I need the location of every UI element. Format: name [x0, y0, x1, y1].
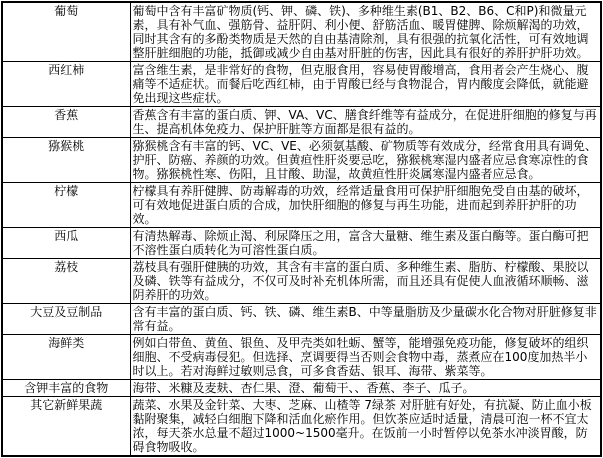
- table-row: [2, 380, 601, 397]
- table-row: [2, 62, 601, 107]
- table-row: [2, 304, 601, 335]
- food-name-cell: 西红柿: [2, 62, 130, 107]
- food-name-cell: 葡萄: [2, 2, 130, 62]
- table-row: [2, 138, 601, 183]
- food-description-cell: 富含维生素，是非常好的食物，但克服食用，容易使胃酸增高，食用者会产生烧心、腹痛等不适症状。而餐后吃西红柿，由于胃酸已经与食物混合，胃内酸度会降低，就能避免出现这些症状。: [130, 62, 601, 107]
- food-name-cell: 柠檬: [2, 183, 130, 228]
- food-name-cell: 海鲜类: [2, 335, 130, 380]
- food-description-cell: 含有丰富的蛋白质、钙、铁、磷、维生素B、中等量脂肪及少量碳水化合物对肝脏修复非常有益。: [130, 304, 601, 335]
- table-row: [2, 228, 601, 259]
- table-row: [2, 335, 601, 380]
- food-description-cell: 荔枝具有强肝健胰的功效，其含有丰富的蛋白质、多种维生素、脂肪、柠檬酸、果胶以及磷、铁等有益成分，不仅可及时补充机体所需，而且还具有促使人血液循环顺畅、滋阴养肝的功效。: [130, 259, 601, 304]
- food-description-cell: 柠檬具有养肝健脾、防毒解毒的功效，经常适量食用可保护肝细胞免受自由基的破坏，可有效地促进蛋白质的合成，加快肝细胞的修复与再生功能，进而起到养肝护肝的功效。: [130, 183, 601, 228]
- table-row: [2, 259, 601, 304]
- liver-food-table: [1, 1, 602, 457]
- food-name-cell: 猕猴桃: [2, 138, 130, 183]
- food-description-cell: 有清热解毒、除烦止渴、利尿降压之用，富含大量糖、维生素及蛋白酶等。蛋白酶可把不溶性蛋白质转化为可溶性蛋白质。: [130, 228, 601, 259]
- food-name-cell: 荔枝: [2, 259, 130, 304]
- food-description-cell: 葡萄中含有丰富矿物质(钙、钾、磷、铁)、多种维生素(B1、B2、B6、C和P)和微量元素，具有补气血、强筋骨、益肝阴、利小便、舒筋活血、暖胃健脾、除烦解渴的功效，同时其含有的多酚类物质是天然的自由基清除剂，具有很强的抗氧化活性，可有效地调整肝脏细胞的功能，抵御或减少自由基对肝脏的伤害，因此具有很好的养肝护肝功效。: [130, 2, 601, 62]
- food-description-cell: 海带、米糠及麦麸、杏仁果、澄、葡萄干、、香蕉、李子、瓜子。: [130, 380, 601, 397]
- food-description-cell: 蔬菜、水果及金针菜、大枣、芝麻、山楂等 7绿茶 对肝脏有好处，有抗凝、防止血小板黏附聚集，减轻白细胞下降和活血化瘀作用。但饮茶应适时适量，清晨可泡一杯不宜太浓，每天茶水总量不超过1000~1500毫升。在饭前一小时暂停以免茶水冲淡胃酸，防碍食物吸收。: [130, 397, 601, 457]
- food-name-cell: 其它新鲜果蔬: [2, 397, 130, 457]
- table-row: [2, 2, 601, 62]
- food-name-cell: 西瓜: [2, 228, 130, 259]
- table-row: [2, 107, 601, 138]
- table-row: [2, 397, 601, 457]
- food-description-cell: 例如白带鱼、黄鱼、银鱼、及甲壳类如牡蛎、蟹等，能增强免疫功能，修复破坏的组织细胞、不受病毒侵犯。但选择、烹调要得当否则会食物中毒，蒸煮应在100度加热半小时以上。若对海鲜过敏则忌食，可多食香菇、银耳、海带、紫菜等。: [130, 335, 601, 380]
- food-name-cell: 香蕉: [2, 107, 130, 138]
- table-row: [2, 183, 601, 228]
- food-name-cell: 含钾丰富的食物: [2, 380, 130, 397]
- food-description-cell: 猕猴桃含有丰富的钙、VC、VE、必须氨基酸、矿物质等有效成分，经常食用具有调免、护肝、防癌、养颜的功效。但黄疸性肝炎要忌吃，猕猴桃寒湿内盛者应忌食寒凉性的食物。猕猴桃性寒、伤阳，且甘酸、助湿，故黄疸性肝炎属寒湿内盛者应忌食。: [130, 138, 601, 183]
- food-description-cell: 香蕉含有丰富的蛋白质、钾、VA、VC、膳食纤维等有益成分，在促进肝细胞的修复与再生、提高机体免疫力、保护肝脏等方面都是很有益的。: [130, 107, 601, 138]
- food-name-cell: 大豆及豆制品: [2, 304, 130, 335]
